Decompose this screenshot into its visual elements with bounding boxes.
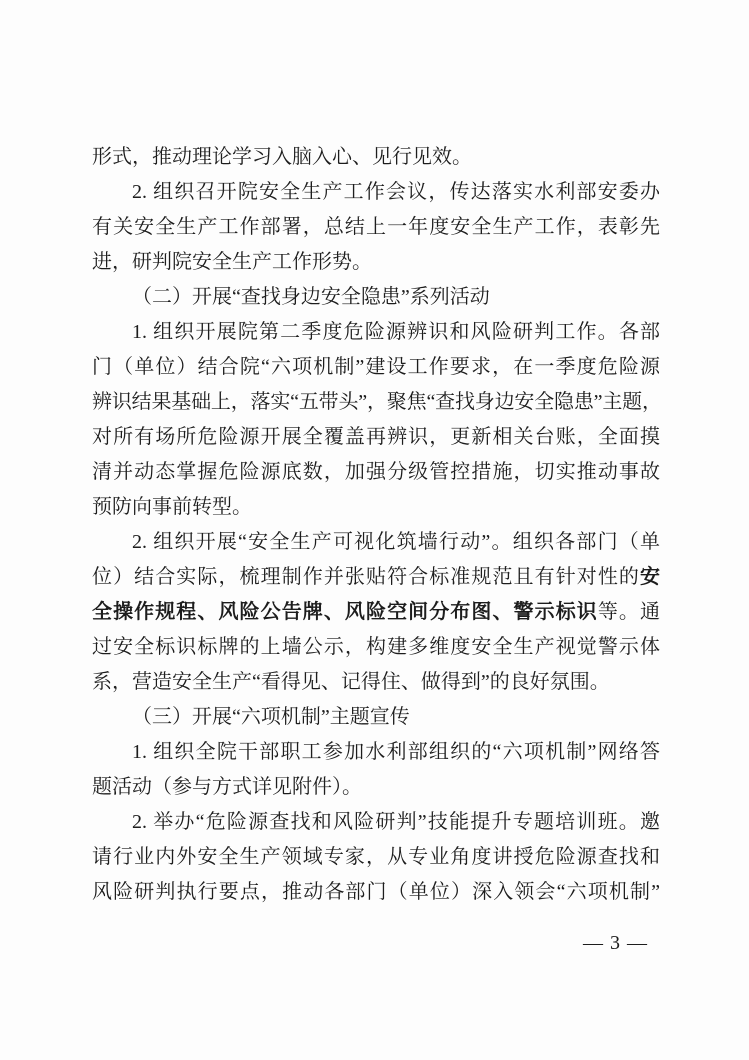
text-line <box>92 525 660 560</box>
text-line <box>92 595 660 630</box>
bold-text: 全操作规程、风险公告牌、风险空间分布图、警示标识 <box>92 601 598 623</box>
text-segment: 形式，推动理论学习入脑入心、见行见效。 <box>92 146 472 168</box>
section-heading <box>92 280 660 315</box>
text-segment: 辨识结果基础上，落实“五带头”，聚焦“查找身边安全隐患”主题， <box>92 391 660 413</box>
text-line <box>92 210 660 245</box>
text-line <box>92 490 660 525</box>
section-heading <box>92 700 660 735</box>
text-line <box>92 385 660 420</box>
text-line <box>92 630 660 665</box>
text-segment: 系，营造安全生产“看得见、记得住、做得到”的良好氛围。 <box>92 671 610 693</box>
text-segment: 过安全标识标牌的上墙公示，构建多维度安全生产视觉警示体 <box>92 636 660 658</box>
text-segment: （三）开展“六项机制”主题宣传 <box>132 706 410 728</box>
text-line <box>92 315 660 350</box>
text-segment: 题活动（参与方式详见附件）。 <box>92 776 362 798</box>
text-segment: 2. 组织召开院安全生产工作会议，传达落实水利部安委办 <box>132 181 660 203</box>
text-segment: 等。通 <box>597 601 660 623</box>
text-line <box>92 245 660 280</box>
text-segment: 请行业内外安全生产领域专家，从专业角度讲授危险源查找和 <box>92 846 660 868</box>
text-segment: 对所有场所危险源开展全覆盖再辨识，更新相关台账，全面摸 <box>92 426 660 448</box>
text-line <box>92 560 660 595</box>
text-segment: 位）结合实际，梳理制作并张贴符合标准规范且有针对性的 <box>92 566 640 588</box>
page-number: — 3 — <box>583 932 648 954</box>
bold-text: 安 <box>640 566 660 588</box>
text-line <box>92 350 660 385</box>
text-segment: 风险研判执行要点，推动各部门（单位）深入领会“六项机制” <box>92 881 660 903</box>
text-segment: 2. 举办“危险源查找和风险研判”技能提升专题培训班。邀 <box>132 811 660 833</box>
text-line <box>92 840 660 875</box>
text-segment: 进，研判院安全生产工作形势。 <box>92 251 372 273</box>
text-segment: 预防向事前转型。 <box>92 496 252 518</box>
text-line <box>92 175 660 210</box>
text-line <box>92 735 660 770</box>
text-segment: 有关安全生产工作部署，总结上一年度安全生产工作，表彰先 <box>92 216 660 238</box>
text-segment: 1. 组织全院干部职工参加水利部组织的“六项机制”网络答 <box>132 741 660 763</box>
text-line <box>92 875 660 910</box>
text-segment: 门（单位）结合院“六项机制”建设工作要求，在一季度危险源 <box>92 356 660 378</box>
text-segment: 2. 组织开展“安全生产可视化筑墙行动”。组织各部门（单 <box>132 531 660 553</box>
text-line <box>92 805 660 840</box>
text-segment: 1. 组织开展院第二季度危险源辨识和风险研判工作。各部 <box>132 321 660 343</box>
text-segment: （二）开展“查找身边安全隐患”系列活动 <box>132 286 490 308</box>
document-body <box>92 140 660 910</box>
text-line <box>92 420 660 455</box>
text-line <box>92 455 660 490</box>
text-line <box>92 140 660 175</box>
text-line <box>92 770 660 805</box>
text-line <box>92 665 660 700</box>
text-segment: 清并动态掌握危险源底数，加强分级管控措施，切实推动事故 <box>92 461 660 483</box>
